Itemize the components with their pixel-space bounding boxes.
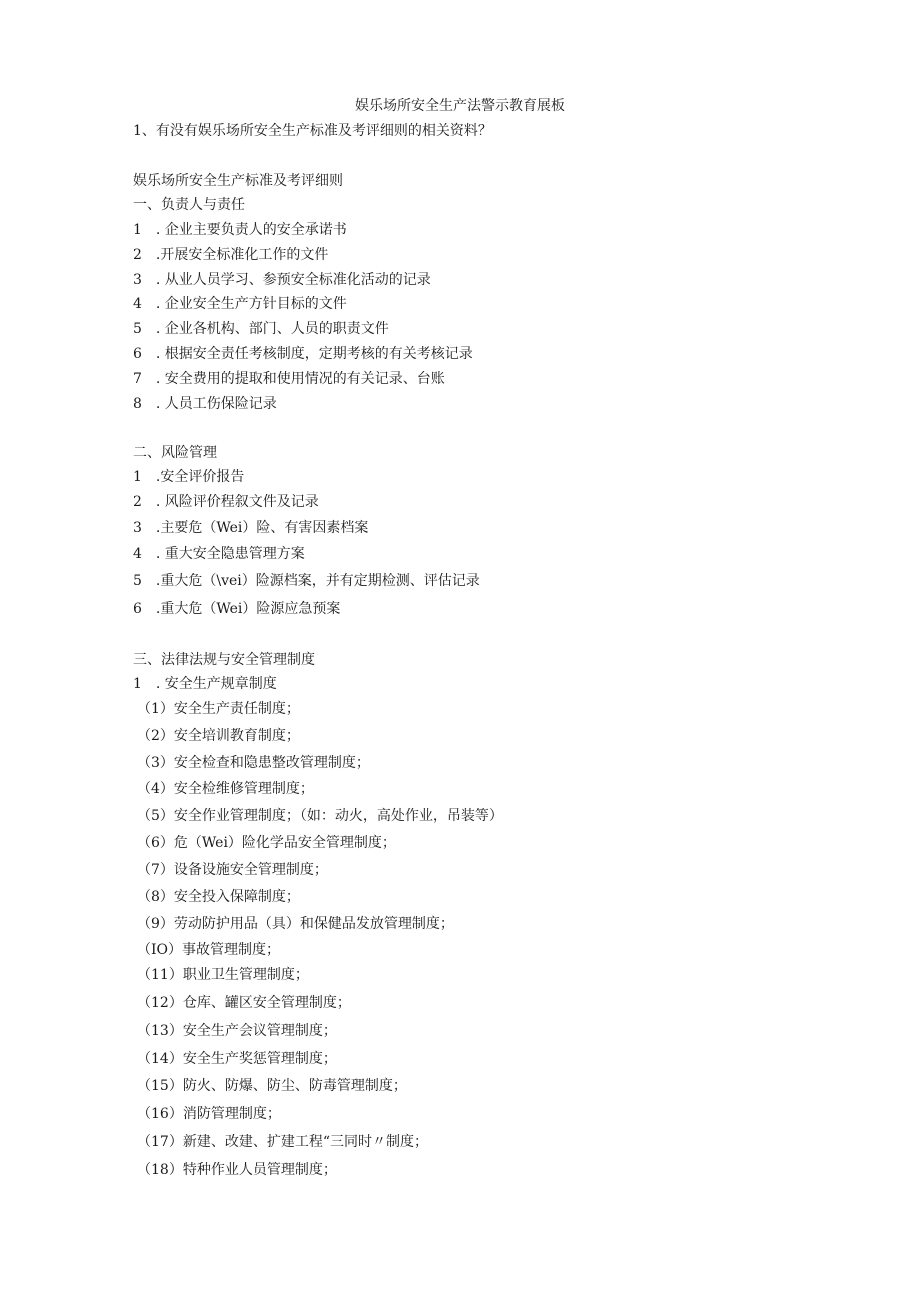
section2-item: 6 .重大危（Wei）险源应急预案 bbox=[133, 601, 341, 617]
section1-item: 8 . 人员工伤保险记录 bbox=[133, 396, 277, 412]
section3-item: （16）消防管理制度； bbox=[137, 1106, 281, 1122]
section3-item: （11）职业卫生管理制度； bbox=[137, 967, 309, 983]
section1-item: 3 . 从业人员学习、参预安全标准化活动的记录 bbox=[133, 272, 431, 288]
section3-item: （12）仓库、罐区安全管理制度； bbox=[137, 995, 351, 1011]
section3-item: （9）劳动防护用品（具）和保健品发放管理制度； bbox=[137, 916, 454, 932]
section1-item: 2 .开展安全标准化工作的文件 bbox=[133, 247, 329, 263]
section2-item: 5 .重大危（\vei）险源档案，并有定期检测、评估记录 bbox=[133, 573, 480, 589]
section3-item: （17）新建、改建、扩建工程“三同时〃制度； bbox=[137, 1134, 428, 1150]
section3-item: （8）安全投入保障制度； bbox=[137, 889, 300, 905]
section3-item: （4）安全检维修管理制度； bbox=[137, 781, 314, 797]
section1-item: 7 . 安全费用的提取和使用情况的有关记录、台账 bbox=[133, 371, 445, 387]
section3-item: （7）设备设施安全管理制度； bbox=[137, 862, 328, 878]
section2-item: 3 .主要危（Wei）险、有害因素档案 bbox=[133, 520, 369, 536]
section3-item: （1）安全生产责任制度； bbox=[137, 701, 300, 717]
section1-item: 4 . 企业安全生产方针目标的文件 bbox=[133, 296, 347, 312]
section3-item: （IO）事故管理制度； bbox=[137, 942, 281, 958]
section3-item: （5）安全作业管理制度；（如：动火，高处作业，吊装等） bbox=[137, 808, 503, 824]
section3-item: （13）安全生产会议管理制度； bbox=[137, 1023, 337, 1039]
section3-item: （6）危（Wei）险化学品安全管理制度； bbox=[137, 835, 396, 851]
section2-heading: 二、风险管理 bbox=[133, 445, 217, 461]
question-line: 1、有没有娱乐场所安全生产标准及考评细则的相关资料？ bbox=[133, 123, 492, 139]
section2-item: 2 . 风险评价程叙文件及记录 bbox=[133, 494, 319, 510]
section3-item: （3）安全检查和隐患整改管理制度； bbox=[137, 755, 370, 771]
section1-item: 5 . 企业各机构、部门、人员的职责文件 bbox=[133, 321, 389, 337]
section2-item: 4 . 重大安全隐患管理方案 bbox=[133, 546, 305, 562]
section1-item: 6 . 根据安全责任考核制度，定期考核的有关考核记录 bbox=[133, 346, 473, 362]
document-title: 娱乐场所安全生产法警示教育展板 bbox=[355, 98, 565, 114]
section3-item: （14）安全生产奖惩管理制度； bbox=[137, 1051, 337, 1067]
section3-heading: 三、法律法规与安全管理制度 bbox=[133, 652, 315, 668]
section3-item: （15）防火、防爆、防尘、防毒管理制度； bbox=[137, 1078, 407, 1094]
section1-heading: 一、负责人与责任 bbox=[133, 197, 245, 213]
section3-item: （2）安全培训教育制度； bbox=[137, 728, 300, 744]
section3-item: （18）特种作业人员管理制度； bbox=[137, 1162, 337, 1178]
section1-item: 1 . 企业主要负责人的安全承诺书 bbox=[133, 222, 347, 238]
section3-subheading: 1 . 安全生产规章制度 bbox=[133, 676, 277, 692]
document-subtitle: 娱乐场所安全生产标准及考评细则 bbox=[133, 173, 343, 189]
section2-item: 1 .安全评价报告 bbox=[133, 469, 245, 485]
